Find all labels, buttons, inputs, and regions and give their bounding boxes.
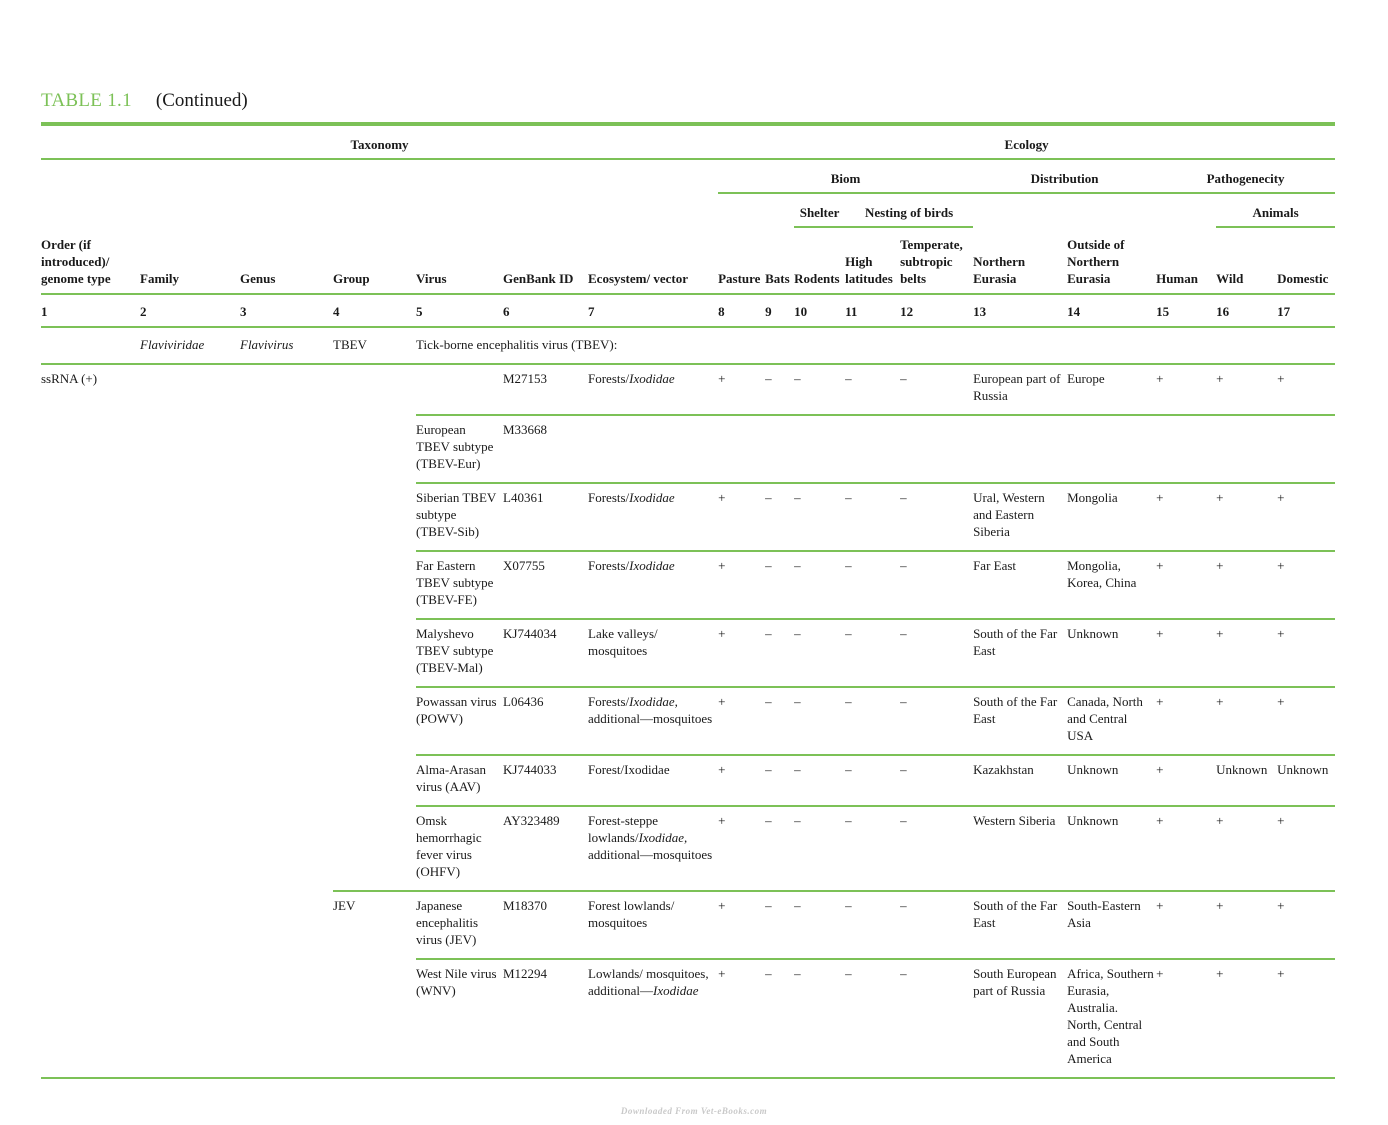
group-cell (333, 551, 416, 619)
family-cell (140, 687, 240, 755)
outside-cell: Canada, North and Central USA (1067, 687, 1156, 755)
table-row (41, 687, 1335, 755)
group-cell (333, 415, 416, 483)
wild-cell: + (1216, 619, 1277, 687)
human-cell (1156, 415, 1216, 483)
human-cell: + (1156, 551, 1216, 619)
domestic-cell: Unknown (1277, 755, 1335, 806)
outside-cell: South-Eastern Asia (1067, 891, 1156, 959)
northern-eurasia-cell: Western Siberia (973, 806, 1067, 891)
genbank-cell: AY323489 (503, 806, 588, 891)
bats-cell: – (765, 806, 794, 891)
wild-cell: + (1216, 364, 1277, 415)
order-cell (41, 806, 140, 891)
animals-header: Animals (1216, 193, 1335, 227)
col-virus: Virus (416, 227, 503, 294)
high-latitudes-cell: – (845, 483, 900, 551)
outside-cell: Unknown (1067, 755, 1156, 806)
virus-cell: Malyshevo TBEV subtype (TBEV-Mal) (416, 619, 503, 687)
outside-cell (1067, 415, 1156, 483)
genus-cell (240, 364, 333, 415)
ecosystem-cell (588, 551, 718, 619)
col-bats: Bats (765, 227, 794, 294)
rodents-cell: – (794, 806, 845, 891)
col-number: 17 (1277, 294, 1335, 327)
family-cell (140, 959, 240, 1078)
pasture-cell: + (718, 755, 765, 806)
column-numbers-row (41, 294, 1335, 327)
virus-cell (416, 364, 503, 415)
table-row (41, 415, 1335, 483)
bats-cell: – (765, 483, 794, 551)
temperate-cell: – (900, 755, 973, 806)
col-number: 10 (794, 294, 845, 327)
ecosystem-vector: Ixodidae, (629, 694, 678, 709)
northern-eurasia-cell: South of the Far East (973, 891, 1067, 959)
nesting-header: Nesting of birds (845, 193, 973, 227)
pasture-cell: + (718, 687, 765, 755)
wild-cell: + (1216, 806, 1277, 891)
col-number: 3 (240, 294, 333, 327)
pasture-cell: + (718, 959, 765, 1078)
family-cell (140, 755, 240, 806)
ecosystem-cell (588, 483, 718, 551)
genus-cell (240, 687, 333, 755)
genbank-cell: M27153 (503, 364, 588, 415)
table-row (41, 364, 1335, 415)
family-cell (140, 806, 240, 891)
rodents-cell: – (794, 959, 845, 1078)
ecosystem-vector: Ixodidae (629, 371, 675, 386)
col-temperate: Temperate, subtropic belts (900, 227, 973, 294)
domestic-cell: + (1277, 551, 1335, 619)
group-cell (333, 755, 416, 806)
temperate-cell: – (900, 364, 973, 415)
human-cell: + (1156, 619, 1216, 687)
table-caption (41, 90, 248, 112)
bats-cell: – (765, 959, 794, 1078)
ecosystem-text: Forest lowlands/ mosquitoes (588, 898, 675, 930)
outside-cell: Mongolia (1067, 483, 1156, 551)
genbank-cell: M12294 (503, 959, 588, 1078)
col-number: 7 (588, 294, 718, 327)
ecosystem-cell (588, 415, 718, 483)
genus-cell (240, 551, 333, 619)
ecosystem-text: Forest/Ixodidae (588, 762, 670, 777)
table-row (41, 619, 1335, 687)
biom-header: Biom (718, 159, 973, 193)
shelter-header: Shelter (794, 193, 845, 227)
virus-cell: Siberian TBEV subtype (TBEV-Sib) (416, 483, 503, 551)
order-cell (41, 687, 140, 755)
genbank-cell: KJ744033 (503, 755, 588, 806)
genus-cell (240, 619, 333, 687)
human-cell: + (1156, 891, 1216, 959)
northern-eurasia-cell: South European part of Russia (973, 959, 1067, 1078)
col-number: 14 (1067, 294, 1156, 327)
pasture-cell: + (718, 806, 765, 891)
ecosystem-vector: Ixodidae, (638, 830, 688, 845)
genus-cell (240, 806, 333, 891)
family-row (41, 327, 1335, 364)
watermark-footer: Downloaded From Vet-eBooks.com (620, 1106, 768, 1116)
outside-cell: Unknown (1067, 806, 1156, 891)
high-latitudes-cell: – (845, 551, 900, 619)
human-cell: + (1156, 806, 1216, 891)
genbank-cell: M33668 (503, 415, 588, 483)
ecosystem-cell (588, 687, 718, 755)
col-wild: Wild (1216, 227, 1277, 294)
spacer (41, 193, 794, 227)
order-cell (41, 483, 140, 551)
family-cell (140, 551, 240, 619)
ecosystem-text: Forests/ (588, 558, 630, 573)
taxonomy-header: Taxonomy (41, 126, 718, 159)
ecosystem-cell (588, 755, 718, 806)
order-cell (41, 891, 140, 959)
bats-cell: – (765, 687, 794, 755)
table-continued: (Continued) (155, 90, 248, 111)
col-number: 13 (973, 294, 1067, 327)
virus-cell: West Nile virus (WNV) (416, 959, 503, 1078)
ecosystem-text: Forests/ (588, 490, 630, 505)
order-cell (41, 415, 140, 483)
domestic-cell: + (1277, 891, 1335, 959)
rodents-cell: – (794, 619, 845, 687)
northern-eurasia-cell: Kazakhstan (973, 755, 1067, 806)
empty-cell (41, 327, 140, 364)
wild-cell: + (1216, 551, 1277, 619)
family-cell: Flaviviridae (140, 327, 240, 364)
genus-cell (240, 959, 333, 1078)
order-cell (41, 551, 140, 619)
genbank-cell: KJ744034 (503, 619, 588, 687)
rodents-cell (794, 415, 845, 483)
northern-eurasia-cell (973, 415, 1067, 483)
human-cell: + (1156, 959, 1216, 1078)
bats-cell (765, 415, 794, 483)
ecosystem-additional: additional—mosquitoes (588, 711, 713, 726)
genbank-cell: L40361 (503, 483, 588, 551)
virus-cell: Far Eastern TBEV subtype (TBEV-FE) (416, 551, 503, 619)
order-cell: ssRNA (+) (41, 371, 98, 386)
spacer (973, 193, 1216, 227)
genus-cell (240, 415, 333, 483)
temperate-cell: – (900, 959, 973, 1078)
virus-cell: Powassan virus (POWV) (416, 687, 503, 755)
virus-cell: Alma-Arasan virus (AAV) (416, 755, 503, 806)
col-human: Human (1156, 227, 1216, 294)
col-family: Family (140, 227, 240, 294)
genbank-cell: M18370 (503, 891, 588, 959)
wild-cell: + (1216, 891, 1277, 959)
human-cell: + (1156, 483, 1216, 551)
pasture-cell: + (718, 364, 765, 415)
high-latitudes-cell: – (845, 619, 900, 687)
wild-cell: + (1216, 687, 1277, 755)
col-number: 1 (41, 294, 140, 327)
high-latitudes-cell: – (845, 687, 900, 755)
virus-cell: Omsk hemorrhagic fever virus (OHFV) (416, 806, 503, 891)
domestic-cell: + (1277, 959, 1335, 1078)
high-latitudes-cell: – (845, 806, 900, 891)
pasture-cell: + (718, 483, 765, 551)
group-cell (333, 959, 416, 1078)
col-order: Order (if introduced)/ genome type (41, 227, 140, 294)
group-cell (333, 619, 416, 687)
outside-cell: Unknown (1067, 619, 1156, 687)
high-latitudes-cell: – (845, 755, 900, 806)
northern-eurasia-cell: South of the Far East (973, 619, 1067, 687)
virus-cell: Japanese encephalitis virus (JEV) (416, 891, 503, 959)
domestic-cell (1277, 415, 1335, 483)
col-number: 4 (333, 294, 416, 327)
high-latitudes-cell: – (845, 959, 900, 1078)
group-cell (333, 483, 416, 551)
virus-cell: European TBEV subtype (TBEV-Eur) (416, 415, 503, 483)
outside-cell: Mongolia, Korea, China (1067, 551, 1156, 619)
temperate-cell: – (900, 483, 973, 551)
bats-cell: – (765, 755, 794, 806)
high-latitudes-cell (845, 415, 900, 483)
col-high-latitudes: High latitudes (845, 227, 900, 294)
spacer (41, 159, 718, 193)
high-latitudes-cell: – (845, 364, 900, 415)
rodents-cell: – (794, 755, 845, 806)
temperate-cell: – (900, 891, 973, 959)
ecology-header: Ecology (718, 126, 1335, 159)
human-cell: + (1156, 687, 1216, 755)
ecosystem-cell (588, 891, 718, 959)
family-cell (140, 891, 240, 959)
family-cell (140, 364, 240, 415)
bats-cell: – (765, 619, 794, 687)
rodents-cell: – (794, 891, 845, 959)
ecosystem-text: Lowlands/ mosquitoes, additional— (588, 966, 709, 998)
pathogenecity-header: Pathogenecity (1156, 159, 1335, 193)
table-row (41, 891, 1335, 959)
ecosystem-cell (588, 619, 718, 687)
group-cell (333, 364, 416, 415)
family-cell (140, 483, 240, 551)
wild-cell: + (1216, 959, 1277, 1078)
col-northern-eurasia: Northern Eurasia (973, 227, 1067, 294)
table-row (41, 483, 1335, 551)
northern-eurasia-cell: Far East (973, 551, 1067, 619)
col-outside: Outside of Northern Eurasia (1067, 227, 1156, 294)
col-domestic: Domestic (1277, 227, 1335, 294)
col-number: 8 (718, 294, 765, 327)
northern-eurasia-cell: South of the Far East (973, 687, 1067, 755)
col-number: 2 (140, 294, 240, 327)
col-number: 15 (1156, 294, 1216, 327)
ecosystem-cell (588, 364, 718, 415)
temperate-cell: – (900, 551, 973, 619)
ecosystem-text: Forests/ (588, 371, 630, 386)
group-cell: JEV (333, 898, 356, 913)
domestic-cell: + (1277, 806, 1335, 891)
distribution-header: Distribution (973, 159, 1156, 193)
rodents-cell: – (794, 687, 845, 755)
col-pasture: Pasture (718, 227, 765, 294)
genus-cell: Flavivirus (240, 327, 333, 364)
outside-cell: Africa, Southern Eurasia, Australia. North, Central and South America (1067, 959, 1156, 1078)
bats-cell: – (765, 364, 794, 415)
col-number: 9 (765, 294, 794, 327)
group-cell (333, 687, 416, 755)
data-table (41, 126, 1335, 1079)
col-number: 5 (416, 294, 503, 327)
order-cell (41, 755, 140, 806)
table-row (41, 551, 1335, 619)
genus-cell (240, 891, 333, 959)
order-cell (41, 619, 140, 687)
temperate-cell: – (900, 687, 973, 755)
col-number: 6 (503, 294, 588, 327)
genus-cell (240, 755, 333, 806)
rodents-cell: – (794, 364, 845, 415)
wild-cell: Unknown (1216, 755, 1277, 806)
col-group: Group (333, 227, 416, 294)
northern-eurasia-cell: Ural, Western and Eastern Siberia (973, 483, 1067, 551)
pasture-cell: + (718, 891, 765, 959)
col-rodents: Rodents (794, 227, 845, 294)
group-cell (333, 806, 416, 891)
col-number: 16 (1216, 294, 1277, 327)
family-cell (140, 415, 240, 483)
col-ecosystem: Ecosystem/ vector (588, 227, 718, 294)
ecosystem-text: Lake valleys/ mosquitoes (588, 626, 658, 658)
domestic-cell: + (1277, 483, 1335, 551)
col-genus: Genus (240, 227, 333, 294)
wild-cell: + (1216, 483, 1277, 551)
order-cell (41, 959, 140, 1078)
ecosystem-text: Forest-steppe lowlands/ (588, 813, 659, 845)
col-number: 12 (900, 294, 973, 327)
domestic-cell: + (1277, 364, 1335, 415)
pasture-cell (718, 415, 765, 483)
table-label: TABLE 1.1 (41, 90, 132, 111)
col-number: 11 (845, 294, 900, 327)
genbank-cell: L06436 (503, 687, 588, 755)
domestic-cell: + (1277, 619, 1335, 687)
temperate-cell: – (900, 619, 973, 687)
high-latitudes-cell: – (845, 891, 900, 959)
ecosystem-vector: Ixodidae (629, 558, 675, 573)
wild-cell (1216, 415, 1277, 483)
ecosystem-vector-2: Ixodidae (653, 983, 699, 998)
pasture-cell: + (718, 619, 765, 687)
northern-eurasia-cell: European part of Russia (973, 364, 1067, 415)
genus-cell (240, 483, 333, 551)
human-cell: + (1156, 364, 1216, 415)
temperate-cell: – (900, 806, 973, 891)
virus-group-cell: Tick-borne encephalitis virus (TBEV): (416, 327, 1335, 364)
outside-cell: Europe (1067, 364, 1156, 415)
table-row (41, 959, 1335, 1078)
ecosystem-text: Forests/ (588, 694, 630, 709)
rodents-cell: – (794, 551, 845, 619)
group-cell: TBEV (333, 327, 416, 364)
human-cell: + (1156, 755, 1216, 806)
rodents-cell: – (794, 483, 845, 551)
pasture-cell: + (718, 551, 765, 619)
table-row (41, 806, 1335, 891)
family-cell (140, 619, 240, 687)
ecosystem-additional: additional—mosquitoes (588, 847, 713, 862)
ecosystem-vector: Ixodidae (629, 490, 675, 505)
domestic-cell: + (1277, 687, 1335, 755)
bats-cell: – (765, 891, 794, 959)
col-genbank: GenBank ID (503, 227, 588, 294)
table-row (41, 755, 1335, 806)
ecosystem-cell (588, 959, 718, 1078)
temperate-cell (900, 415, 973, 483)
bats-cell: – (765, 551, 794, 619)
genbank-cell: X07755 (503, 551, 588, 619)
ecosystem-cell (588, 806, 718, 891)
